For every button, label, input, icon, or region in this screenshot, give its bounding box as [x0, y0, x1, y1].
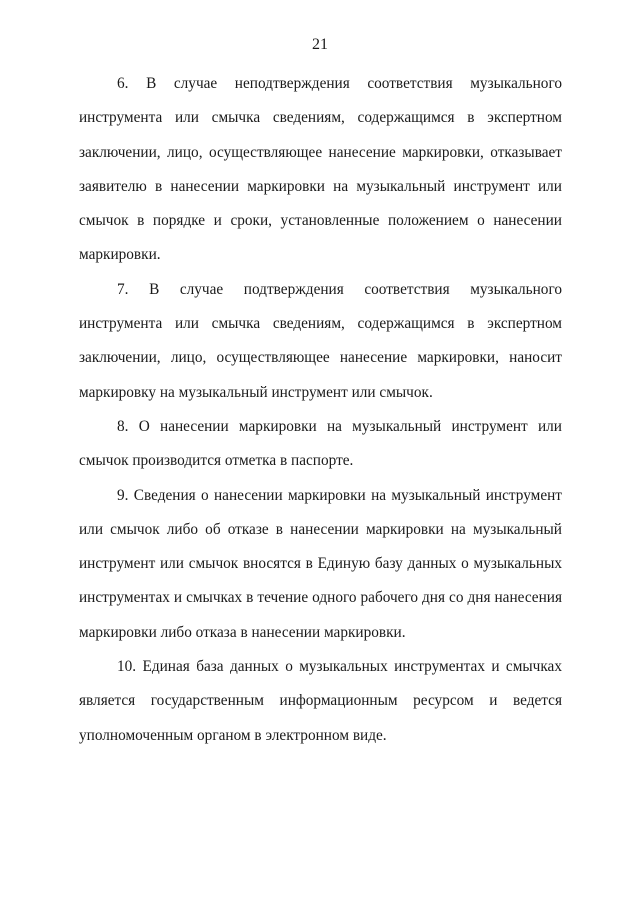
paragraph-9: 9. Сведения о нанесении маркировки на музыкальный инструмент или смычок либо об отказе в нанесении маркировки на музыкальный инструмент или смычок вносятся в Единую базу данных о музыкальных инструментах и смычках в течение одного рабочего дня со дня нанесения маркировки либо отказа в нанесении маркировки. — [79, 486, 562, 641]
paragraph-10: 10. Единая база данных о музыкальных инструментах и смычках является государственным информационным ресурсом и ведется уполномоченным органом в электронном виде. — [79, 658, 562, 744]
paragraph-7: 7. В случае подтверждения соответствия музыкального инструмента или смычка сведениям, содержащимся в экспертном заключении, лицо, осуществляющее нанесение маркировки, наносит маркировку на музыкальный инструмент или смычок. — [79, 280, 562, 401]
paragraph-6: 6. В случае неподтверждения соответствия музыкального инструмента или смычка сведениям, содержащимся в экспертном заключении, лицо, осуществляющее нанесение маркировки, отказывает заявителю в нанесении маркировки на музыкальный инструмент или смычок в порядке и сроки, установленные положением о нанесении маркировки. — [79, 75, 562, 264]
document-body — [79, 67, 562, 753]
page-number: 21 — [312, 36, 328, 53]
paragraph-8: 8. О нанесении маркировки на музыкальный инструмент или смычок производится отметка в паспорте. — [79, 417, 562, 470]
